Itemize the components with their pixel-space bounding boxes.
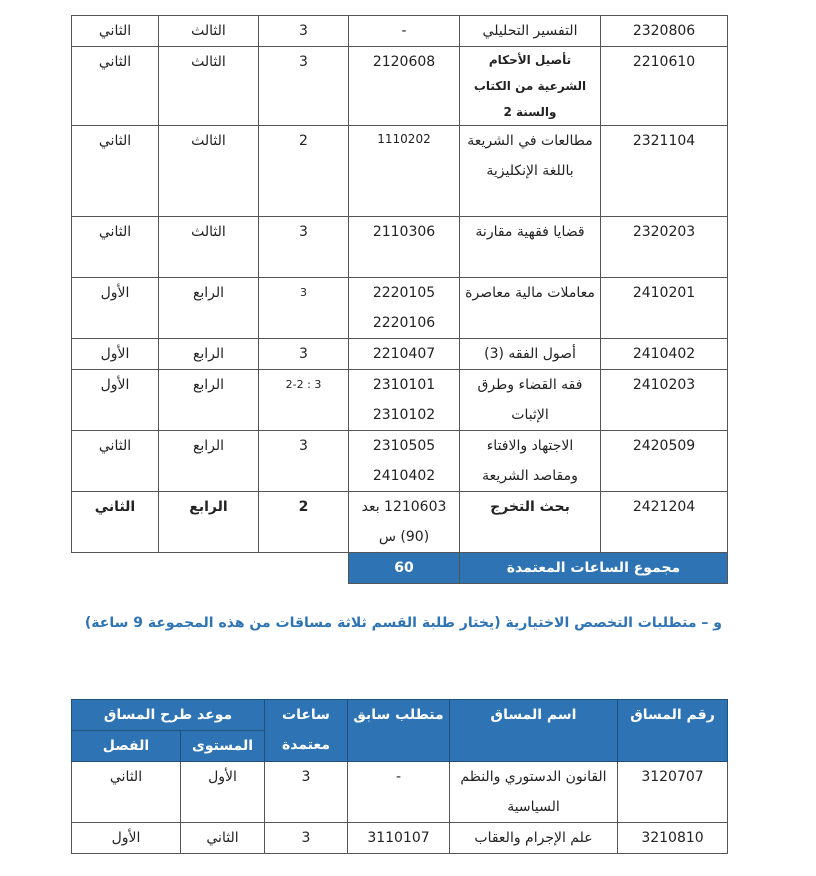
table-row: [72, 16, 728, 47]
course-prereq: 2310101 2310102: [349, 370, 460, 431]
table-row: [71, 823, 727, 854]
course-hours: 3: [259, 47, 349, 126]
header-hours: ساعات معتمدة: [265, 700, 348, 762]
course-name: قضايا فقهية مقارنة: [460, 217, 601, 278]
course-prereq: -: [349, 16, 460, 47]
course-prereq: 3110107: [348, 823, 450, 854]
course-level: الثالث: [159, 47, 259, 126]
course-level: الثالث: [159, 16, 259, 47]
header-schedule: موعد طرح المساق: [71, 700, 264, 731]
total-row: [72, 553, 728, 584]
table-row: [72, 278, 728, 339]
total-value: 60: [349, 553, 460, 584]
course-hours: 3: [265, 823, 348, 854]
course-level: الرابع: [159, 431, 259, 492]
course-level: الثالث: [159, 217, 259, 278]
course-level: الرابع: [159, 278, 259, 339]
course-prereq: 2210407: [349, 339, 460, 370]
course-prereq: 1210603 بعد (90) س: [349, 492, 460, 553]
core-courses-table: [71, 15, 728, 584]
course-hours: 3: [259, 217, 349, 278]
total-row-spacer: [72, 553, 349, 584]
course-level: الأول: [181, 762, 265, 823]
course-code: 2320806: [601, 16, 728, 47]
course-name: بحث التخرج: [460, 492, 601, 553]
course-semester: الثاني: [72, 126, 159, 217]
course-hours: 2: [259, 126, 349, 217]
course-name: تأصيل الأحكام الشرعية من الكتاب والسنة 2: [460, 47, 601, 126]
course-name: فقه القضاء وطرق الإثبات: [460, 370, 601, 431]
table-row: [72, 47, 728, 126]
course-name: معاملات مالية معاصرة: [460, 278, 601, 339]
course-name: مطالعات في الشريعة باللغة الإنكليزية: [460, 126, 601, 217]
course-semester: الثاني: [72, 217, 159, 278]
header-prereq: متطلب سابق: [348, 700, 450, 762]
table-row: [72, 492, 728, 553]
elective-requirements-heading: و – متطلبات التخصص الاختيارية (يختار طلبة القسم ثلاثة مساقات من هذه المجموعة 9 ساعة): [84, 615, 722, 631]
course-hours: 2: [259, 492, 349, 553]
course-level: الرابع: [159, 370, 259, 431]
table-row: [72, 339, 728, 370]
header-name: اسم المساق: [450, 700, 618, 762]
header-level: المستوى: [181, 731, 265, 762]
elective-courses-table: [71, 699, 728, 854]
course-hours: 3: [259, 278, 349, 339]
course-code: 2210610: [601, 47, 728, 126]
course-hours: 3: [259, 431, 349, 492]
course-prereq: 2220105 2220106: [349, 278, 460, 339]
course-semester: الأول: [72, 339, 159, 370]
course-semester: الأول: [72, 278, 159, 339]
course-name: أصول الفقه (3): [460, 339, 601, 370]
table-row: [72, 126, 728, 217]
course-name: الاجتهاد والافتاء ومقاصد الشريعة: [460, 431, 601, 492]
elective-courses-table-wrap: [72, 699, 728, 854]
course-prereq: 2110306: [349, 217, 460, 278]
course-code: 2420509: [601, 431, 728, 492]
course-prereq: -: [348, 762, 450, 823]
header-row: [71, 700, 727, 731]
course-code: 3120707: [618, 762, 728, 823]
course-level: الثالث: [159, 126, 259, 217]
total-label: مجموع الساعات المعتمدة: [460, 553, 728, 584]
table-row: [72, 217, 728, 278]
table-row: [72, 431, 728, 492]
course-code: 2320203: [601, 217, 728, 278]
course-prereq: 2120608: [349, 47, 460, 126]
course-name: علم الإجرام والعقاب: [450, 823, 618, 854]
course-level: الرابع: [159, 339, 259, 370]
course-semester: الثاني: [72, 16, 159, 47]
course-hours: 3: [265, 762, 348, 823]
course-semester: الثاني: [71, 762, 180, 823]
course-level: الرابع: [159, 492, 259, 553]
course-name: القانون الدستوري والنظم السياسية: [450, 762, 618, 823]
course-code: 2410203: [601, 370, 728, 431]
course-semester: الثاني: [72, 431, 159, 492]
core-courses-table-wrap: [72, 15, 728, 584]
course-hours: 3: [259, 16, 349, 47]
course-semester: الأول: [72, 370, 159, 431]
header-code: رقم المساق: [618, 700, 728, 762]
course-hours: 3 : 2-2: [259, 370, 349, 431]
course-semester: الأول: [71, 823, 180, 854]
course-semester: الثاني: [72, 47, 159, 126]
header-semester: الفصل: [71, 731, 180, 762]
course-code: 2421204: [601, 492, 728, 553]
course-prereq: 1110202: [349, 126, 460, 217]
course-code: 2410201: [601, 278, 728, 339]
table-row: [72, 370, 728, 431]
course-code: 3210810: [618, 823, 728, 854]
course-name: التفسير التحليلي: [460, 16, 601, 47]
course-code: 2410402: [601, 339, 728, 370]
course-prereq: 2310505 2410402: [349, 431, 460, 492]
table-row: [71, 762, 727, 823]
course-level: الثاني: [181, 823, 265, 854]
course-code: 2321104: [601, 126, 728, 217]
course-hours: 3: [259, 339, 349, 370]
course-semester: الثاني: [72, 492, 159, 553]
